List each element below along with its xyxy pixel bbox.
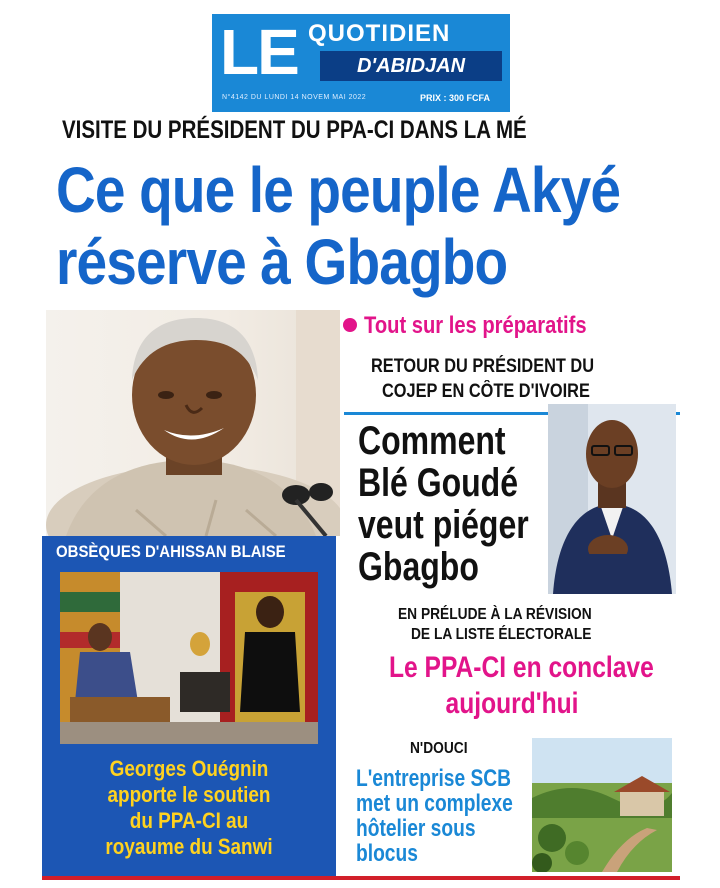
goude-kicker-1: RETOUR DU PRÉSIDENT DU — [371, 356, 595, 377]
goude-kicker-2: COJEP EN CÔTE D'IVOIRE — [382, 381, 590, 402]
issue-info: N°4142 DU LUNDI 14 NOVEM MAI 2022 — [222, 94, 367, 101]
ppa-headline-1: Le PPA-CI en conclave — [389, 651, 654, 684]
obseques-headline-line: du PPA-CI au — [129, 808, 249, 833]
masthead-le: LE — [220, 16, 298, 88]
obseques-headline-line: Georges Ouégnin — [109, 756, 269, 781]
ppa-kicker-2: DE LA LISTE ÉLECTORALE — [411, 626, 592, 643]
gbagbo-photo — [46, 310, 340, 536]
lead-subhead: Tout sur les préparatifs — [364, 312, 587, 339]
bottom-rule — [42, 876, 680, 880]
lead-headline-2: réserve à Gbagbo — [56, 226, 508, 298]
ppa-headline — [362, 650, 662, 722]
ppa-kicker-1: EN PRÉLUDE À LA RÉVISION — [398, 606, 592, 623]
goude-photo — [548, 404, 676, 594]
goude-headline-line: veut piéger — [358, 503, 529, 547]
obseques-box — [42, 536, 336, 876]
scb-headline-line: hôtelier sous — [356, 815, 476, 842]
masthead-quotidien: QUOTIDIEN — [308, 20, 451, 47]
obseques-kicker: OBSÈQUES D'AHISSAN BLAISE — [56, 542, 286, 561]
bullet-dot — [343, 318, 357, 332]
price-label: PRIX : 300 FCFA — [420, 93, 491, 103]
ppa-headline-2: aujourd'hui — [445, 687, 579, 720]
scb-kicker: N'DOUCI — [410, 740, 468, 757]
masthead-logo — [212, 14, 510, 112]
scb-headline-line: L'entreprise SCB — [356, 765, 512, 792]
lead-headline-1: Ce que le peuple Akyé — [56, 154, 621, 226]
scb-headline-line: blocus — [356, 840, 418, 867]
scb-headline-line: met un complexe — [356, 790, 513, 817]
obseques-headline-line: royaume du Sanwi — [105, 834, 273, 859]
obseques-headline-line: apporte le soutien — [107, 782, 271, 807]
ouegnin-photo — [60, 572, 318, 744]
masthead-abidjan: D'ABIDJAN — [320, 51, 502, 81]
goude-headline-line: Blé Goudé — [358, 461, 519, 505]
goude-headline-line: Comment — [358, 419, 506, 463]
hotel-photo — [532, 738, 672, 872]
lead-kicker: VISITE DU PRÉSIDENT DU PPA-CI DANS LA MÉ — [62, 116, 527, 144]
scb-headline — [356, 766, 513, 866]
goude-headline — [358, 420, 529, 588]
goude-headline-line: Gbagbo — [358, 545, 479, 589]
obseques-headline — [42, 756, 336, 860]
